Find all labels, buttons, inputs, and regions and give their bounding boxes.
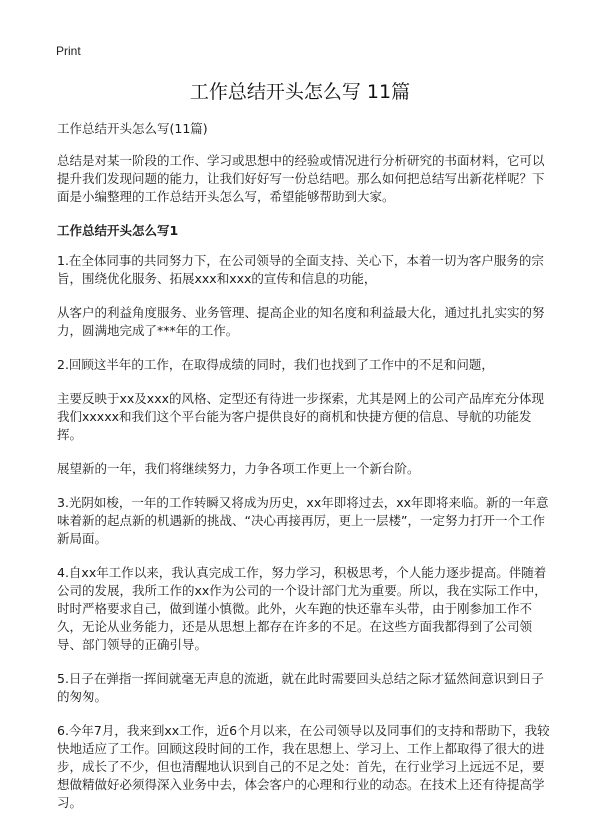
article-subtitle: 工作总结开头怎么写(11篇)	[57, 121, 208, 136]
intro-paragraph: 总结是对某一阶段的工作、学习或思想中的经验或情况进行分析研究的书面材料，它可以提升我们发现问题的能力，让我们好好写一份总结吧。那么如何把总结写出新花样呢？下面是小编整理的工作总结开头怎么写，希望能够帮助到大家。	[57, 153, 545, 204]
print-link[interactable]: Print	[56, 44, 81, 58]
paragraph-2: 从客户的利益角度服务、业务管理、提高企业的知名度和利益最大化，通过扎扎实实的努力，圆满地完成了***年的工作。	[57, 305, 545, 338]
paragraph-5: 展望新的一年，我们将继续努力，力争各项工作更上一个新台阶。	[57, 461, 420, 476]
page-title: 工作总结开头怎么写 11篇	[189, 81, 411, 103]
paragraph-3: 2.回顾这半年的工作，在取得成绩的同时，我们也找到了工作中的不足和问题，	[57, 357, 494, 372]
paragraph-9: 6.今年7月，我来到xx工作，近6个月以来，在公司领导以及同事们的支持和帮助下，我较快地适应了工作。回顾这段时间的工作，我在思想上、学习上、工作上都取得了很大的进步，成长了不少，但也清醒地认识到自己的不足之处：首先，在行业学习上远远不足，要想做精做好必须得深入业务中去，体会客户的心理和行业的动态。在技术上还有待提高学习。	[57, 723, 550, 810]
article-body	[57, 120, 551, 828]
paragraph-7: 4.自xx年工作以来，我认真完成工作，努力学习，积极思考，个人能力逐步提高。伴随着公司的发展，我所工作的xx作为公司的一个设计部门尤为重要。所以，我在实际工作中，时时严格要求自己，做到谨小慎微。此外，火车跑的快还靠车头带，由于刚参加工作不久，无论从业务能力，还是从思想上都存在许多的不足。在这些方面我都得到了公司领导、部门领导的正确引导。	[57, 565, 547, 652]
paragraph-8: 5.日子在弹指一挥间就毫无声息的流逝，就在此时需要回头总结之际才猛然间意识到日子的匆匆。	[57, 671, 544, 704]
paragraph-6: 3.光阴如梭，一年的工作转瞬又将成为历史，xx年即将过去，xx年即将来临。新的一年意味着新的起点新的机遇新的挑战、“决心再接再厉，更上一层楼”，一定努力打开一个工作新局面。	[57, 495, 549, 546]
section-heading: 工作总结开头怎么写1	[57, 223, 179, 238]
paragraph-4: 主要反映于xx及xxx的风格、定型还有待进一步探索，尤其是网上的公司产品库充分体现我们xxxxx和我们这个平台能为客户提供良好的商机和快捷方便的信息、导航的功能发挥。	[57, 391, 544, 442]
paragraph-1: 1.在全体同事的共同努力下，在公司领导的全面支持、关心下，本着一切为客户服务的宗旨，围绕优化服务、拓展xxx和xxx的宣传和信息的功能，	[57, 253, 544, 286]
